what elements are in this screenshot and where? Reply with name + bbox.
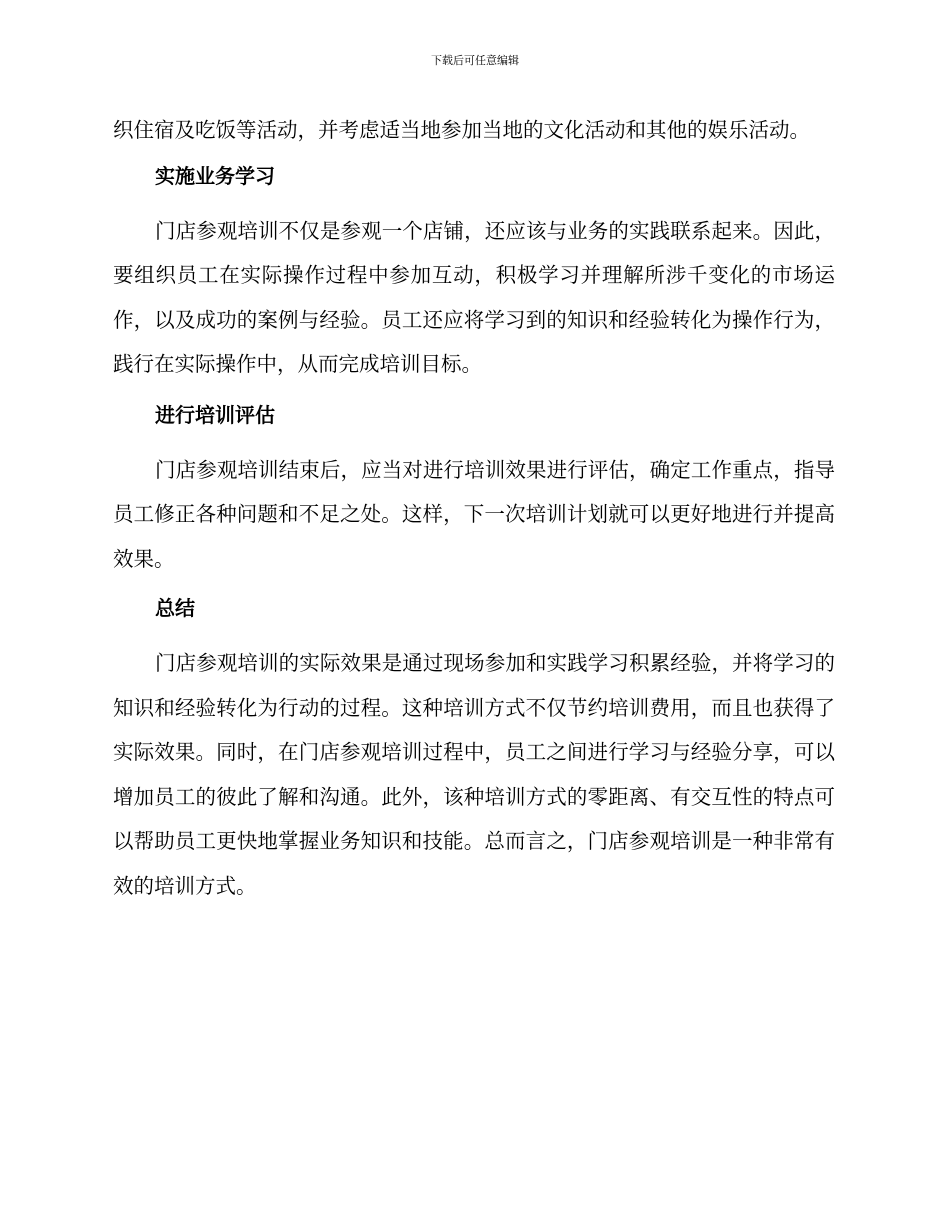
intro-paragraph: 织住宿及吃饭等活动，并考虑适当地参加当地的文化活动和其他的娱乐活动。: [113, 118, 810, 142]
section-heading-training-evaluation: 进行培训评估: [155, 402, 275, 427]
section-paragraph-training-evaluation: 门店参观培训结束后，应当对进行培训效果进行评估，确定工作重点，指导员工修正各种问题和不足之处。这样，下一次培训计划就可以更好地进行并提高效果。: [113, 457, 835, 571]
section-heading-business-learning: 实施业务学习: [155, 163, 275, 188]
section-paragraph-business-learning: 门店参观培训不仅是参观一个店铺，还应该与业务的实践联系起来。因此，要组织员工在实际操作过程中参加互动，积极学习并理解所涉千变化的市场运作，以及成功的案例与经验。员工还应将学习到的知识和经验转化为操作行为，践行在实际操作中，从而完成培训目标。: [113, 218, 835, 376]
document-body: [113, 108, 835, 908]
page-header: 下载后可任意编辑: [431, 54, 519, 67]
section-heading-summary: 总结: [155, 596, 195, 620]
section-paragraph-summary: 门店参观培训的实际效果是通过现场参加和实践学习积累经验，并将学习的知识和经验转化为行动的过程。这种培训方式不仅节约培训费用，而且也获得了实际效果。同时，在门店参观培训过程中，员工之间进行学习与经验分享，可以增加员工的彼此了解和沟通。此外，该种培训方式的零距离、有交互性的特点可以帮助员工更快地掌握业务知识和技能。总而言之，门店参观培训是一种非常有效的培训方式。: [113, 651, 835, 898]
